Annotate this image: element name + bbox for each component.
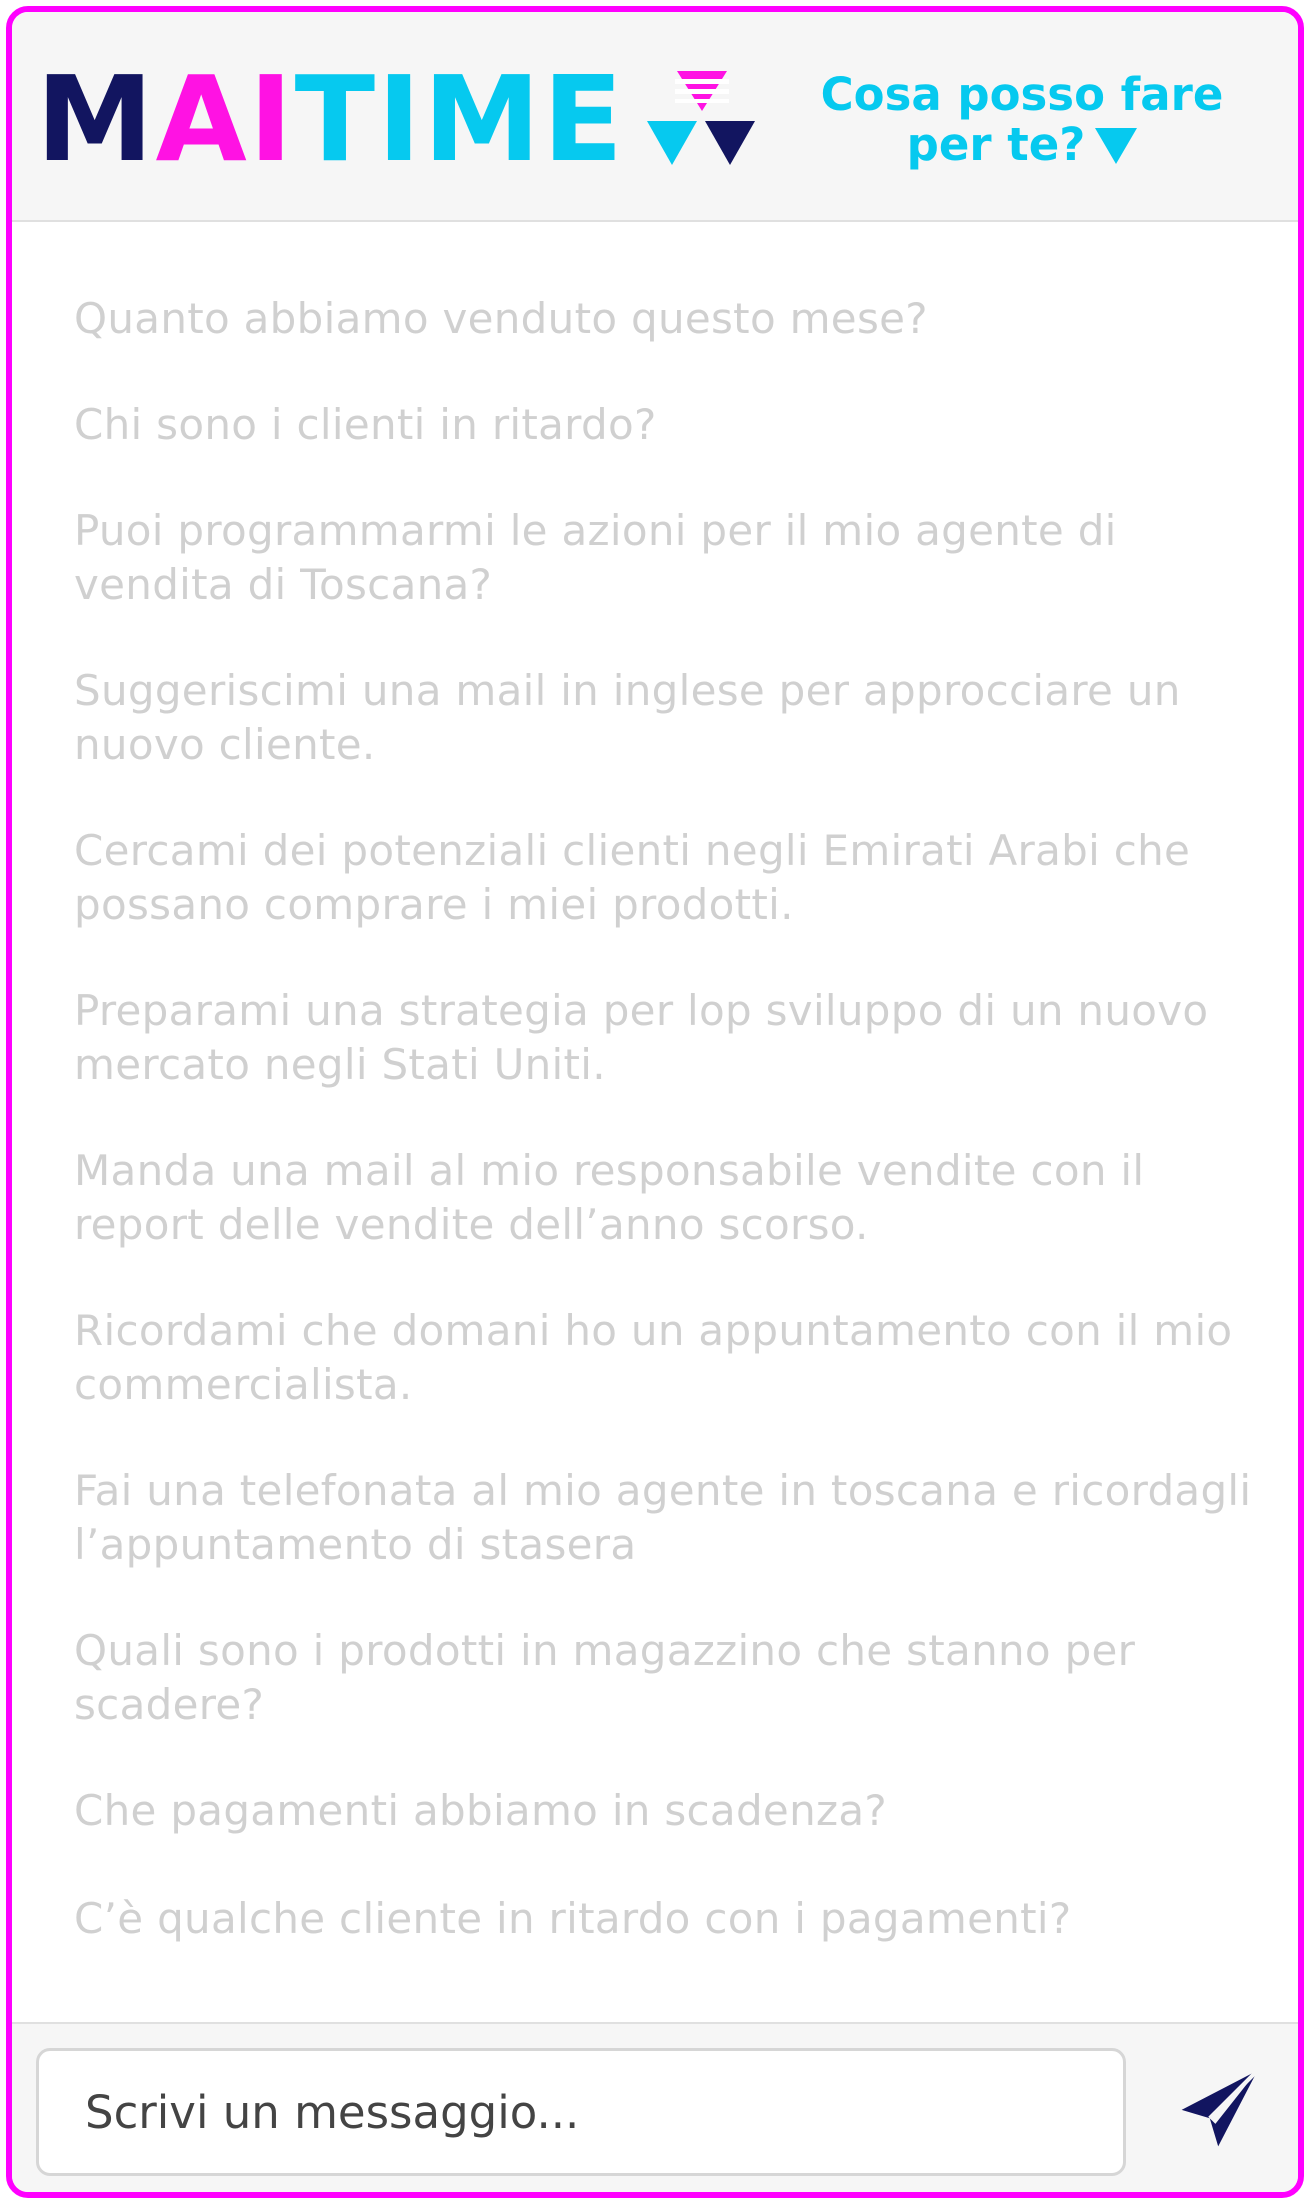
suggestion-item[interactable]: Quanto abbiamo venduto questo mese?	[74, 294, 928, 343]
composer-bar	[12, 2022, 1298, 2192]
chat-widget	[6, 6, 1304, 2198]
suggestion-item[interactable]: Chi sono i clienti in ritardo?	[74, 400, 657, 449]
tagline-line-1: Cosa posso fare	[820, 68, 1224, 121]
suggestion-item[interactable]: Quali sono i prodotti in magazzino che stanno per scadere?	[74, 1626, 1136, 1729]
logo-part-time: TIME	[294, 50, 626, 188]
triangle-down-icon	[1095, 128, 1137, 164]
paper-plane-icon	[1176, 2062, 1266, 2152]
suggestion-item[interactable]: Preparami una strategia per lop sviluppo di un nuovo mercato negli Stati Uniti.	[74, 986, 1209, 1089]
tagline-line-2-text: per te?	[906, 118, 1086, 171]
logo-wordmark	[36, 50, 626, 188]
logo-part-m: M	[36, 50, 156, 188]
send-button[interactable]	[1176, 2062, 1266, 2152]
logo	[36, 50, 757, 188]
tagline-line-2	[792, 120, 1252, 170]
suggestion-item[interactable]: Cercami dei potenziali clienti negli Emirati Arabi che possano comprare i miei prodotti.	[74, 826, 1191, 929]
suggestion-item[interactable]: Che pagamenti abbiamo in scadenza?	[74, 1786, 887, 1835]
logo-part-ai: AI	[155, 50, 295, 188]
header	[12, 12, 1298, 222]
suggestion-item[interactable]: C’è qualche cliente in ritardo con i pagamenti?	[74, 1894, 1072, 1943]
suggestion-item[interactable]: Manda una mail al mio responsabile vendite con il report delle vendite dell’anno scorso.	[74, 1146, 1145, 1249]
triangles-logo-icon	[647, 71, 757, 167]
suggestion-item[interactable]: Suggeriscimi una mail in inglese per approcciare un nuovo cliente.	[74, 666, 1181, 769]
suggestion-item[interactable]: Ricordami che domani ho un appuntamento con il mio commercialista.	[74, 1306, 1233, 1409]
tagline	[792, 70, 1252, 170]
message-input[interactable]	[36, 2048, 1126, 2176]
suggestion-item[interactable]: Fai una telefonata al mio agente in toscana e ricordagli l’appuntamento di stasera	[74, 1466, 1252, 1569]
suggestion-item[interactable]: Puoi programmarmi le azioni per il mio agente di vendita di Toscana?	[74, 506, 1117, 609]
suggestion-list	[12, 222, 1298, 2032]
